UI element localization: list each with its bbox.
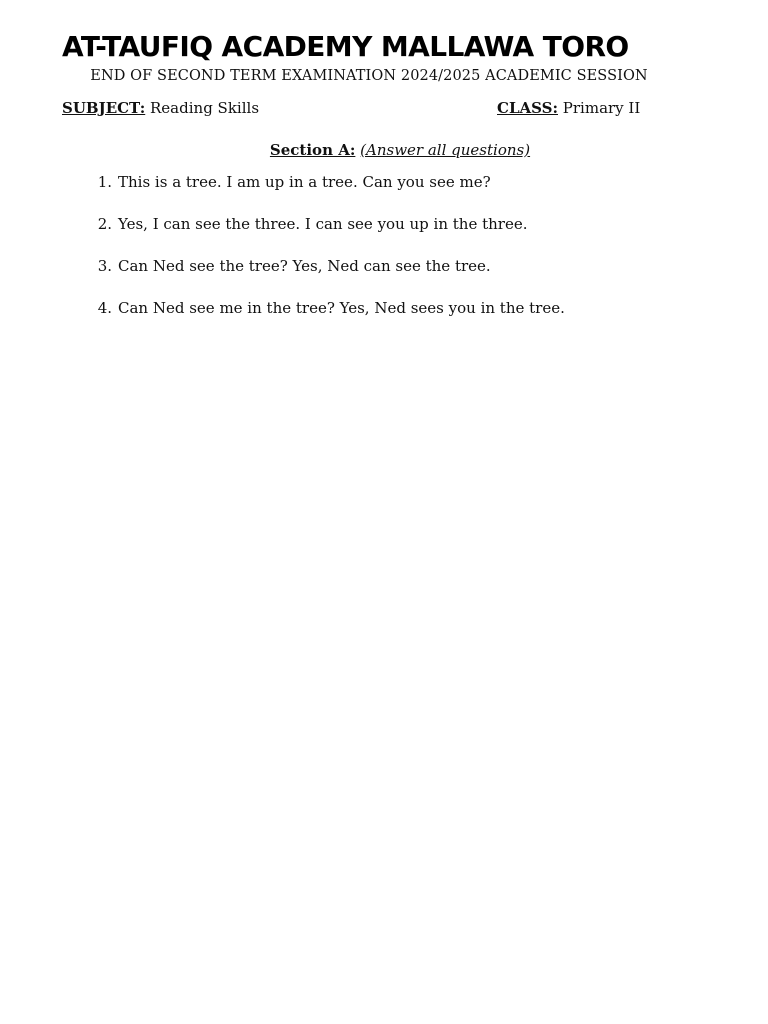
question-item [90,172,730,214]
question-item [90,256,730,298]
subject-row [62,98,259,118]
question-number: 4. [97,299,112,317]
section-heading [62,140,738,160]
question-text: Can Ned see the tree? Yes, Ned can see the tree. [118,257,491,275]
class-value: Primary II [562,99,641,117]
subject-value: Reading Skills [150,99,260,117]
section-instruction: (Answer all questions) [360,141,531,159]
question-item [90,298,730,340]
question-number: 3. [97,257,112,275]
class-row [497,98,640,118]
question-list [90,172,730,340]
question-item [90,214,730,256]
school-name: AT-TAUFIQ ACADEMY MALLAWA TORO [62,30,629,63]
question-text: This is a tree. I am up in a tree. Can you see me? [118,173,491,191]
question-number: 1. [97,173,112,191]
exam-title: END OF SECOND TERM EXAMINATION 2024/2025 ACADEMIC SESSION [90,68,648,84]
question-text: Can Ned see me in the tree? Yes, Ned sees you in the tree. [118,299,565,317]
question-number: 2. [97,215,112,233]
question-text: Yes, I can see the three. I can see you up in the three. [118,215,528,233]
section-label: Section A: [269,141,356,159]
subject-label: SUBJECT: [62,99,146,117]
class-label: CLASS: [497,99,558,117]
